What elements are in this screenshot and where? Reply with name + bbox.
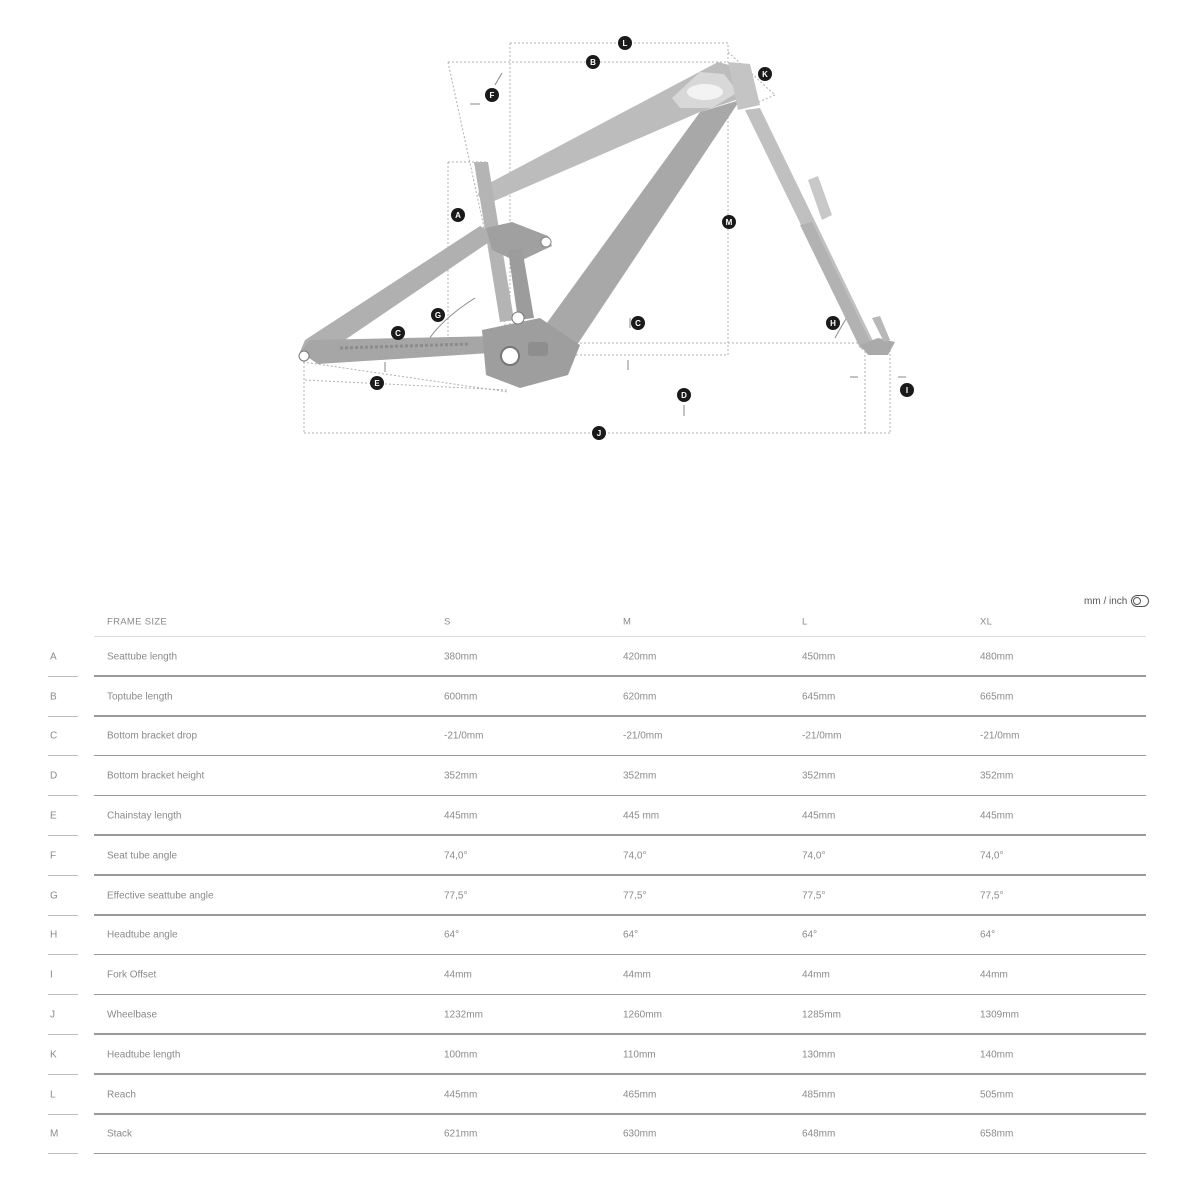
table-row [48, 995, 1146, 1035]
row-value-xl: 140mm [980, 1049, 1014, 1061]
row-value-s: 621mm [444, 1128, 478, 1140]
row-value-l: 130mm [802, 1049, 836, 1061]
table-row [48, 677, 1146, 717]
divider [94, 1153, 1146, 1155]
table-header-row [48, 606, 1146, 637]
row-value-xl: 665mm [980, 691, 1014, 703]
table-row [48, 637, 1146, 677]
table-row [48, 1115, 1146, 1155]
row-letter: H [50, 929, 58, 941]
callout-j-icon [592, 426, 606, 440]
callout-c-icon-2 [391, 326, 405, 340]
row-value-s: 600mm [444, 691, 478, 703]
row-letter: F [50, 850, 57, 862]
unit-toggle-label: mm / inch [1084, 595, 1128, 607]
row-letter: A [50, 651, 57, 663]
svg-text:B: B [590, 58, 596, 67]
row-value-xl: 64° [980, 929, 996, 941]
row-label: Chainstay length [107, 810, 182, 822]
row-value-m: 74,0° [623, 850, 647, 862]
row-value-l: 44mm [802, 969, 830, 981]
row-value-s: 74,0° [444, 850, 468, 862]
row-letter: B [50, 691, 57, 703]
row-letter: M [50, 1128, 59, 1140]
table-row [48, 955, 1146, 995]
table-row [48, 876, 1146, 916]
row-value-s: 445mm [444, 810, 478, 822]
row-letter: K [50, 1049, 57, 1061]
row-letter: L [50, 1089, 56, 1101]
row-value-m: 352mm [623, 770, 657, 782]
table-row [48, 1035, 1146, 1075]
row-value-xl: 74,0° [980, 850, 1004, 862]
row-label: Stack [107, 1128, 133, 1140]
svg-text:C: C [635, 319, 641, 328]
row-letter: J [50, 1009, 55, 1021]
row-label: Headtube angle [107, 929, 178, 941]
row-value-xl: 44mm [980, 969, 1008, 981]
row-label: Bottom bracket drop [107, 730, 198, 742]
size-header-m: M [623, 616, 632, 627]
row-value-s: 1232mm [444, 1009, 483, 1021]
row-value-xl: 352mm [980, 770, 1014, 782]
row-value-l: 450mm [802, 651, 836, 663]
row-letter: G [50, 890, 58, 902]
row-value-xl: 658mm [980, 1128, 1014, 1140]
divider [48, 1153, 78, 1154]
table-row [48, 796, 1146, 836]
row-label: Seat tube angle [107, 850, 178, 862]
callout-i-icon [900, 383, 914, 397]
row-value-l: 485mm [802, 1089, 836, 1101]
row-value-m: 110mm [623, 1049, 656, 1061]
frame-size-header: FRAME SIZE [107, 616, 168, 627]
bike-frame-geometry-icon [299, 43, 909, 433]
row-value-l: 74,0° [802, 850, 826, 862]
size-header-s: S [444, 616, 451, 627]
svg-text:I: I [905, 386, 909, 395]
geometry-table [48, 606, 1146, 1154]
row-label: Seattube length [107, 651, 178, 663]
row-value-s: 64° [444, 929, 460, 941]
frame-geometry-diagram [0, 0, 1200, 470]
callout-c-icon [631, 316, 645, 330]
callout-g-icon [431, 308, 445, 322]
row-value-m: 445 mm [623, 810, 660, 822]
row-value-l: 77,5° [802, 890, 826, 902]
row-value-l: -21/0mm [802, 730, 842, 742]
row-value-s: -21/0mm [444, 730, 484, 742]
row-value-l: 445mm [802, 810, 836, 822]
row-value-l: 648mm [802, 1128, 836, 1140]
row-label: Reach [107, 1089, 136, 1101]
row-value-xl: 445mm [980, 810, 1014, 822]
callout-e-icon [370, 376, 384, 390]
row-value-xl: 480mm [980, 651, 1014, 663]
row-label: Fork Offset [107, 969, 157, 981]
row-value-m: 620mm [623, 691, 657, 703]
row-value-xl: 1309mm [980, 1009, 1019, 1021]
callout-k-icon [758, 67, 772, 81]
row-label: Bottom bracket height [107, 770, 205, 782]
row-value-s: 352mm [444, 770, 478, 782]
row-letter: D [50, 770, 58, 782]
row-value-m: 1260mm [623, 1009, 662, 1021]
row-label: Toptube length [107, 691, 173, 703]
row-label: Effective seattube angle [107, 890, 214, 902]
callout-a-icon [451, 208, 465, 222]
svg-text:F: F [489, 91, 495, 100]
row-value-xl: 77,5° [980, 890, 1004, 902]
row-value-s: 44mm [444, 969, 472, 981]
row-value-l: 64° [802, 929, 818, 941]
svg-text:J: J [596, 429, 602, 438]
svg-text:C: C [395, 329, 401, 338]
svg-text:M: M [725, 218, 733, 227]
svg-text:K: K [762, 70, 768, 79]
size-header-xl: XL [980, 616, 993, 627]
svg-text:G: G [434, 311, 442, 320]
svg-text:D: D [681, 391, 687, 400]
size-header-l: L [802, 616, 808, 627]
row-value-m: 77,5° [623, 890, 647, 902]
row-value-s: 100mm [444, 1049, 478, 1061]
svg-text:A: A [455, 211, 461, 220]
row-letter: E [50, 810, 57, 822]
svg-text:E: E [374, 379, 380, 388]
row-value-m: 44mm [623, 969, 651, 981]
row-value-s: 77,5° [444, 890, 468, 902]
callout-h-icon [826, 316, 840, 330]
row-value-xl: 505mm [980, 1089, 1014, 1101]
row-value-m: 64° [623, 929, 639, 941]
row-value-m: 465mm [623, 1089, 657, 1101]
row-letter: C [50, 730, 58, 742]
row-letter: I [50, 969, 53, 981]
table-row [48, 717, 1146, 757]
callout-f-icon [485, 88, 499, 102]
row-value-l: 1285mm [802, 1009, 841, 1021]
row-value-m: -21/0mm [623, 730, 663, 742]
row-value-xl: -21/0mm [980, 730, 1020, 742]
svg-text:H: H [830, 319, 836, 328]
row-label: Headtube length [107, 1049, 181, 1061]
table-row [48, 836, 1146, 876]
row-value-s: 380mm [444, 651, 478, 663]
row-value-l: 352mm [802, 770, 836, 782]
table-row [48, 756, 1146, 796]
svg-text:L: L [622, 39, 628, 48]
row-value-s: 445mm [444, 1089, 478, 1101]
table-row [48, 916, 1146, 956]
callout-d-icon [677, 388, 691, 402]
row-value-l: 645mm [802, 691, 836, 703]
callout-m-icon [722, 215, 736, 229]
callout-b-icon [586, 55, 600, 69]
row-value-m: 630mm [623, 1128, 657, 1140]
row-value-m: 420mm [623, 651, 657, 663]
row-label: Wheelbase [107, 1009, 158, 1021]
table-row [48, 1075, 1146, 1115]
callout-l-icon [618, 36, 632, 50]
